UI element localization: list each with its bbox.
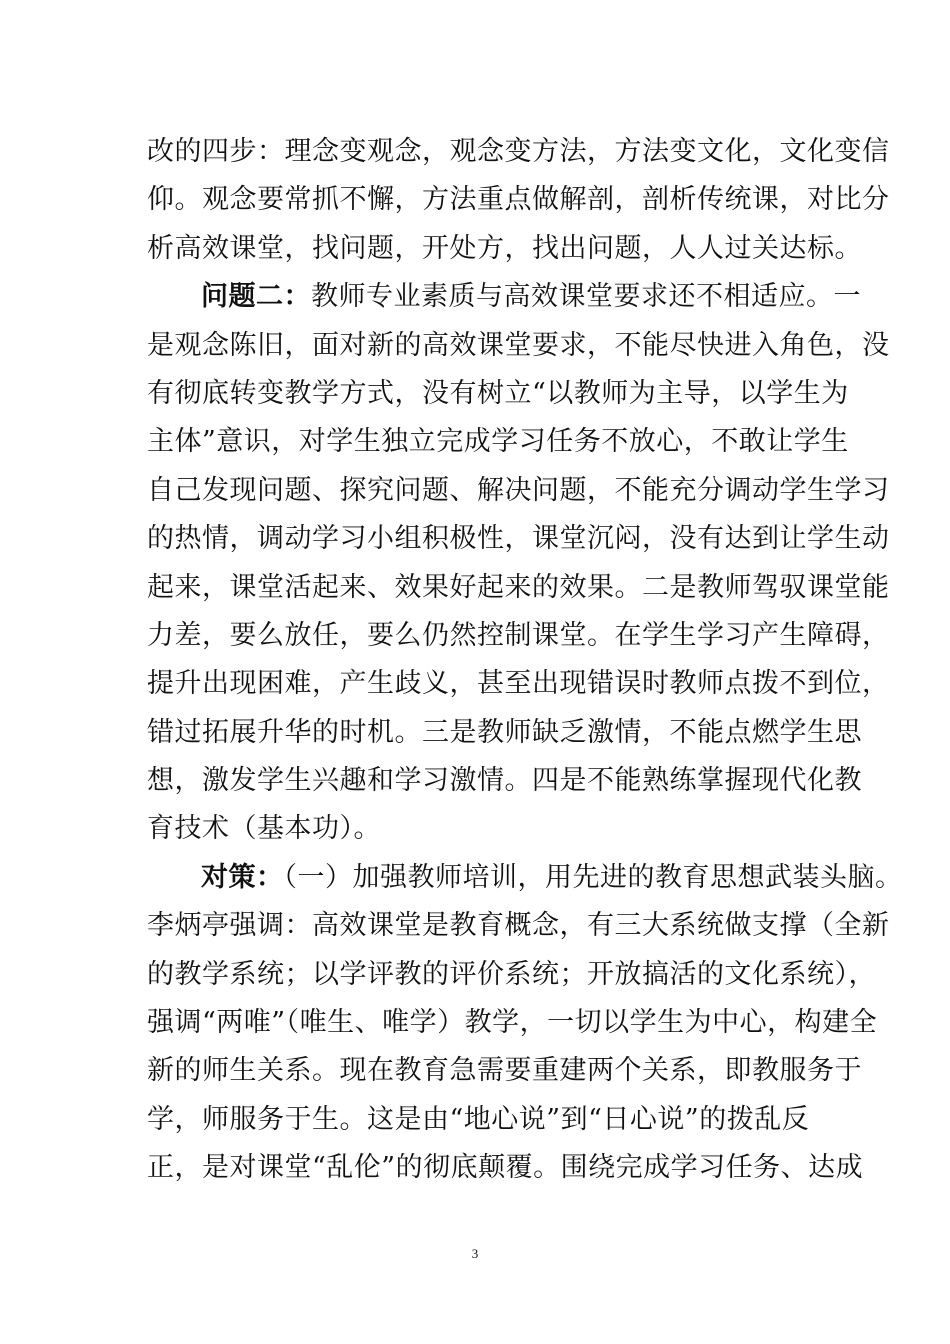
page-number: 3 — [471, 1246, 479, 1261]
text-line: 提升出现困难，产生歧义，甚至出现错误时教师点拨不到位， — [147, 668, 890, 700]
text-line: 的热情，调动学习小组积极性，课堂沉闷，没有达到让学生动 — [147, 523, 890, 555]
text-line: 有彻底转变教学方式，没有树立“以教师为主导，以学生为 — [147, 377, 849, 409]
text-line: 起来，课堂活起来、效果好起来的效果。二是教师驾驭课堂能 — [147, 571, 890, 603]
text-line: 错过拓展升华的时机。三是教师缺乏激情，不能点燃学生思 — [147, 716, 862, 748]
strategy-heading: 对策： — [201, 861, 284, 893]
text-line: 强调“两唯”（唯生、唯学）教学，一切以学生为中心，构建全 — [147, 1007, 878, 1039]
text-line: 自己发现问题、探究问题、解决问题，不能充分调动学生学习 — [147, 474, 890, 506]
text-line: 的教学系统；以学评教的评价系统；开放搞活的文化系统）， — [147, 958, 876, 990]
text-line — [147, 273, 861, 321]
paragraph-3 — [147, 854, 903, 1193]
text-line: 正，是对课堂“乱伦”的彻底颠覆。围绕完成学习任务、达成 — [147, 1152, 864, 1184]
text-line: 改的四步：理念变观念，观念变方法，方法变文化，文化变信 — [147, 136, 890, 167]
text-line: 新的师生关系。现在教育急需要重建两个关系，即教服务于 — [147, 1055, 862, 1087]
paragraph-1 — [147, 128, 890, 273]
text-line-content: 教师专业素质与高效课堂要求还不相适应。一 — [311, 281, 861, 313]
body-text — [147, 128, 903, 1193]
text-line-content: （一）加强教师培训，用先进的教育思想武装头脑。 — [283, 861, 903, 893]
paragraph-2 — [147, 273, 890, 854]
text-line: 仰。观念要常抓不懈，方法重点做解剖，剖析传统课，对比分 — [147, 184, 890, 216]
text-line: 是观念陈旧，面对新的高效课堂要求，不能尽快进入角色，没 — [147, 329, 890, 361]
text-line — [147, 854, 903, 902]
text-line: 想，激发学生兴趣和学习激情。四是不能熟练掌握现代化教 — [147, 765, 862, 797]
problem-heading: 问题二： — [201, 281, 311, 313]
text-line: 力差，要么放任，要么仍然控制课堂。在学生学习产生障碍， — [147, 619, 890, 651]
text-line: 学，师服务于生。这是由“地心说”到“日心说”的拨乱反 — [147, 1103, 810, 1135]
text-line: 析高效课堂，找问题，开处方，找出问题，人人过关达标。 — [147, 232, 862, 264]
text-line: 育技术（基本功）。 — [147, 813, 381, 845]
text-line: 李炳亭强调：高效课堂是教育概念，有三大系统做支撑（全新 — [147, 910, 890, 942]
text-line: 主体”意识，对学生独立完成学习任务不放心，不敢让学生 — [147, 426, 849, 458]
